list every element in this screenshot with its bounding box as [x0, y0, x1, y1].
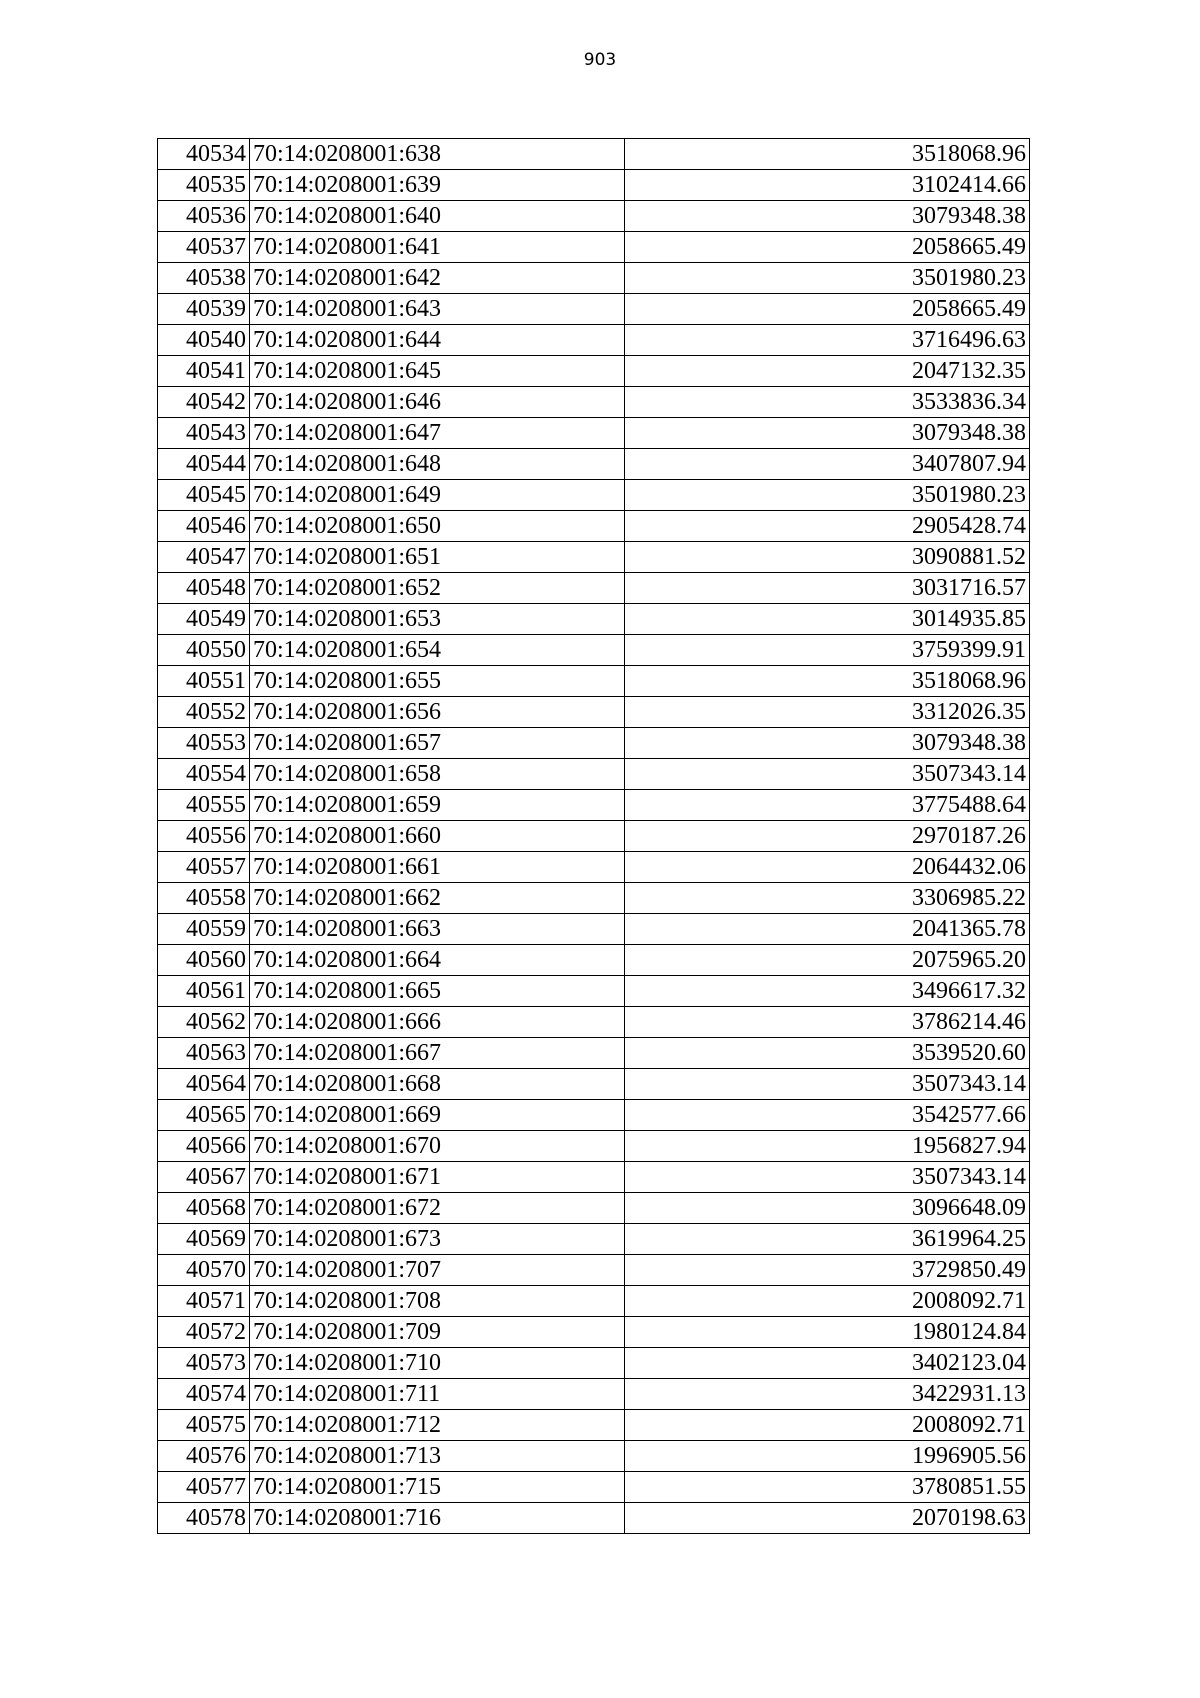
cadastral-value-cell: 3102414.66 — [625, 170, 1030, 201]
cadastral-value-cell: 3533836.34 — [625, 387, 1030, 418]
row-number-cell: 40545 — [158, 480, 250, 511]
row-number-cell: 40562 — [158, 1007, 250, 1038]
table-row — [158, 1007, 1030, 1038]
cadastral-number-cell: 70:14:0208001:709 — [250, 1317, 625, 1348]
cadastral-value-cell: 3031716.57 — [625, 573, 1030, 604]
cadastral-number-cell: 70:14:0208001:670 — [250, 1131, 625, 1162]
row-number-cell: 40576 — [158, 1441, 250, 1472]
row-number-cell: 40565 — [158, 1100, 250, 1131]
cadastral-number-cell: 70:14:0208001:654 — [250, 635, 625, 666]
table-row — [158, 945, 1030, 976]
row-number-cell: 40551 — [158, 666, 250, 697]
table-row — [158, 139, 1030, 170]
cadastral-number-cell: 70:14:0208001:655 — [250, 666, 625, 697]
cadastral-value-cell: 2075965.20 — [625, 945, 1030, 976]
cadastral-value-cell: 3014935.85 — [625, 604, 1030, 635]
row-number-cell: 40568 — [158, 1193, 250, 1224]
table-row — [158, 728, 1030, 759]
cadastral-number-cell: 70:14:0208001:673 — [250, 1224, 625, 1255]
table-row — [158, 697, 1030, 728]
cadastral-number-cell: 70:14:0208001:642 — [250, 263, 625, 294]
table-row — [158, 170, 1030, 201]
cadastral-value-table — [157, 138, 1030, 1534]
row-number-cell: 40549 — [158, 604, 250, 635]
table-row — [158, 1441, 1030, 1472]
table-row — [158, 1472, 1030, 1503]
cadastral-value-cell: 3306985.22 — [625, 883, 1030, 914]
cadastral-number-cell: 70:14:0208001:641 — [250, 232, 625, 263]
table-row — [158, 666, 1030, 697]
row-number-cell: 40553 — [158, 728, 250, 759]
cadastral-value-cell: 3507343.14 — [625, 1069, 1030, 1100]
cadastral-number-cell: 70:14:0208001:707 — [250, 1255, 625, 1286]
cadastral-number-cell: 70:14:0208001:638 — [250, 139, 625, 170]
cadastral-number-cell: 70:14:0208001:650 — [250, 511, 625, 542]
cadastral-value-cell: 3079348.38 — [625, 418, 1030, 449]
cadastral-value-cell: 3312026.35 — [625, 697, 1030, 728]
row-number-cell: 40537 — [158, 232, 250, 263]
cadastral-value-cell: 3716496.63 — [625, 325, 1030, 356]
row-number-cell: 40575 — [158, 1410, 250, 1441]
cadastral-number-cell: 70:14:0208001:652 — [250, 573, 625, 604]
row-number-cell: 40571 — [158, 1286, 250, 1317]
row-number-cell: 40552 — [158, 697, 250, 728]
cadastral-value-cell: 2058665.49 — [625, 232, 1030, 263]
row-number-cell: 40577 — [158, 1472, 250, 1503]
cadastral-number-cell: 70:14:0208001:653 — [250, 604, 625, 635]
row-number-cell: 40569 — [158, 1224, 250, 1255]
table-row — [158, 1410, 1030, 1441]
row-number-cell: 40534 — [158, 139, 250, 170]
cadastral-value-cell: 2058665.49 — [625, 294, 1030, 325]
cadastral-number-cell: 70:14:0208001:716 — [250, 1503, 625, 1534]
cadastral-value-cell: 3619964.25 — [625, 1224, 1030, 1255]
row-number-cell: 40578 — [158, 1503, 250, 1534]
table-row — [158, 294, 1030, 325]
row-number-cell: 40560 — [158, 945, 250, 976]
cadastral-value-cell: 3507343.14 — [625, 759, 1030, 790]
table-row — [158, 821, 1030, 852]
table-row — [158, 232, 1030, 263]
cadastral-value-cell: 3096648.09 — [625, 1193, 1030, 1224]
cadastral-number-cell: 70:14:0208001:647 — [250, 418, 625, 449]
table-row — [158, 790, 1030, 821]
table-row — [158, 511, 1030, 542]
cadastral-value-cell: 3539520.60 — [625, 1038, 1030, 1069]
table-row — [158, 914, 1030, 945]
table-row — [158, 1131, 1030, 1162]
cadastral-number-cell: 70:14:0208001:659 — [250, 790, 625, 821]
cadastral-value-cell: 2041365.78 — [625, 914, 1030, 945]
row-number-cell: 40558 — [158, 883, 250, 914]
page-number: 903 — [583, 50, 617, 70]
cadastral-value-cell: 2905428.74 — [625, 511, 1030, 542]
cadastral-number-cell: 70:14:0208001:672 — [250, 1193, 625, 1224]
cadastral-value-cell: 3496617.32 — [625, 976, 1030, 1007]
row-number-cell: 40561 — [158, 976, 250, 1007]
cadastral-value-cell: 3729850.49 — [625, 1255, 1030, 1286]
table-row — [158, 1224, 1030, 1255]
cadastral-number-cell: 70:14:0208001:640 — [250, 201, 625, 232]
cadastral-value-cell: 3759399.91 — [625, 635, 1030, 666]
cadastral-value-cell: 3422931.13 — [625, 1379, 1030, 1410]
cadastral-number-cell: 70:14:0208001:651 — [250, 542, 625, 573]
cadastral-number-cell: 70:14:0208001:664 — [250, 945, 625, 976]
row-number-cell: 40546 — [158, 511, 250, 542]
row-number-cell: 40557 — [158, 852, 250, 883]
cadastral-number-cell: 70:14:0208001:639 — [250, 170, 625, 201]
row-number-cell: 40567 — [158, 1162, 250, 1193]
row-number-cell: 40559 — [158, 914, 250, 945]
cadastral-value-cell: 2047132.35 — [625, 356, 1030, 387]
cadastral-number-cell: 70:14:0208001:713 — [250, 1441, 625, 1472]
cadastral-value-cell: 3501980.23 — [625, 263, 1030, 294]
table-row — [158, 1100, 1030, 1131]
table-row — [158, 976, 1030, 1007]
cadastral-value-cell: 3079348.38 — [625, 201, 1030, 232]
table-row — [158, 883, 1030, 914]
table-row — [158, 1503, 1030, 1534]
cadastral-value-cell: 2064432.06 — [625, 852, 1030, 883]
cadastral-number-cell: 70:14:0208001:666 — [250, 1007, 625, 1038]
cadastral-number-cell: 70:14:0208001:671 — [250, 1162, 625, 1193]
table-row — [158, 1317, 1030, 1348]
cadastral-value-cell: 3407807.94 — [625, 449, 1030, 480]
table-row — [158, 1069, 1030, 1100]
row-number-cell: 40574 — [158, 1379, 250, 1410]
cadastral-value-cell: 3775488.64 — [625, 790, 1030, 821]
cadastral-value-cell: 2070198.63 — [625, 1503, 1030, 1534]
table-row — [158, 1286, 1030, 1317]
cadastral-number-cell: 70:14:0208001:668 — [250, 1069, 625, 1100]
table-row — [158, 1162, 1030, 1193]
cadastral-number-cell: 70:14:0208001:661 — [250, 852, 625, 883]
row-number-cell: 40536 — [158, 201, 250, 232]
cadastral-number-cell: 70:14:0208001:662 — [250, 883, 625, 914]
cadastral-number-cell: 70:14:0208001:667 — [250, 1038, 625, 1069]
table-row — [158, 1038, 1030, 1069]
row-number-cell: 40563 — [158, 1038, 250, 1069]
cadastral-number-cell: 70:14:0208001:657 — [250, 728, 625, 759]
table-row — [158, 635, 1030, 666]
table-row — [158, 201, 1030, 232]
row-number-cell: 40535 — [158, 170, 250, 201]
row-number-cell: 40541 — [158, 356, 250, 387]
table-body — [158, 139, 1030, 1534]
table-row — [158, 1193, 1030, 1224]
cadastral-value-cell: 3402123.04 — [625, 1348, 1030, 1379]
cadastral-value-cell: 2008092.71 — [625, 1286, 1030, 1317]
table-row — [158, 759, 1030, 790]
row-number-cell: 40550 — [158, 635, 250, 666]
table-row — [158, 418, 1030, 449]
row-number-cell: 40564 — [158, 1069, 250, 1100]
cadastral-number-cell: 70:14:0208001:660 — [250, 821, 625, 852]
cadastral-number-cell: 70:14:0208001:649 — [250, 480, 625, 511]
table-row — [158, 542, 1030, 573]
cadastral-value-cell: 3090881.52 — [625, 542, 1030, 573]
cadastral-number-cell: 70:14:0208001:656 — [250, 697, 625, 728]
cadastral-value-cell: 3780851.55 — [625, 1472, 1030, 1503]
cadastral-number-cell: 70:14:0208001:645 — [250, 356, 625, 387]
cadastral-number-cell: 70:14:0208001:712 — [250, 1410, 625, 1441]
row-number-cell: 40548 — [158, 573, 250, 604]
row-number-cell: 40566 — [158, 1131, 250, 1162]
cadastral-value-cell: 3079348.38 — [625, 728, 1030, 759]
cadastral-number-cell: 70:14:0208001:711 — [250, 1379, 625, 1410]
table-row — [158, 356, 1030, 387]
cadastral-value-cell: 3786214.46 — [625, 1007, 1030, 1038]
cadastral-number-cell: 70:14:0208001:646 — [250, 387, 625, 418]
row-number-cell: 40554 — [158, 759, 250, 790]
cadastral-number-cell: 70:14:0208001:648 — [250, 449, 625, 480]
cadastral-number-cell: 70:14:0208001:643 — [250, 294, 625, 325]
table-row — [158, 449, 1030, 480]
row-number-cell: 40556 — [158, 821, 250, 852]
row-number-cell: 40543 — [158, 418, 250, 449]
cadastral-value-cell: 3501980.23 — [625, 480, 1030, 511]
table-row — [158, 387, 1030, 418]
table-row — [158, 480, 1030, 511]
table-row — [158, 604, 1030, 635]
cadastral-number-cell: 70:14:0208001:669 — [250, 1100, 625, 1131]
row-number-cell: 40540 — [158, 325, 250, 356]
cadastral-number-cell: 70:14:0208001:710 — [250, 1348, 625, 1379]
cadastral-number-cell: 70:14:0208001:665 — [250, 976, 625, 1007]
cadastral-value-cell: 3507343.14 — [625, 1162, 1030, 1193]
table-row — [158, 1379, 1030, 1410]
table-row — [158, 325, 1030, 356]
table-row — [158, 263, 1030, 294]
row-number-cell: 40539 — [158, 294, 250, 325]
row-number-cell: 40570 — [158, 1255, 250, 1286]
row-number-cell: 40538 — [158, 263, 250, 294]
row-number-cell: 40572 — [158, 1317, 250, 1348]
cadastral-value-cell: 2008092.71 — [625, 1410, 1030, 1441]
row-number-cell: 40573 — [158, 1348, 250, 1379]
row-number-cell: 40544 — [158, 449, 250, 480]
cadastral-value-cell: 3542577.66 — [625, 1100, 1030, 1131]
cadastral-value-cell: 3518068.96 — [625, 666, 1030, 697]
row-number-cell: 40542 — [158, 387, 250, 418]
cadastral-value-cell: 1980124.84 — [625, 1317, 1030, 1348]
cadastral-value-cell: 3518068.96 — [625, 139, 1030, 170]
table-row — [158, 1348, 1030, 1379]
cadastral-number-cell: 70:14:0208001:663 — [250, 914, 625, 945]
cadastral-number-cell: 70:14:0208001:658 — [250, 759, 625, 790]
row-number-cell: 40555 — [158, 790, 250, 821]
cadastral-number-cell: 70:14:0208001:715 — [250, 1472, 625, 1503]
table-row — [158, 573, 1030, 604]
cadastral-value-cell: 1956827.94 — [625, 1131, 1030, 1162]
row-number-cell: 40547 — [158, 542, 250, 573]
cadastral-number-cell: 70:14:0208001:708 — [250, 1286, 625, 1317]
table-row — [158, 1255, 1030, 1286]
cadastral-value-cell: 1996905.56 — [625, 1441, 1030, 1472]
cadastral-number-cell: 70:14:0208001:644 — [250, 325, 625, 356]
cadastral-value-cell: 2970187.26 — [625, 821, 1030, 852]
table-row — [158, 852, 1030, 883]
